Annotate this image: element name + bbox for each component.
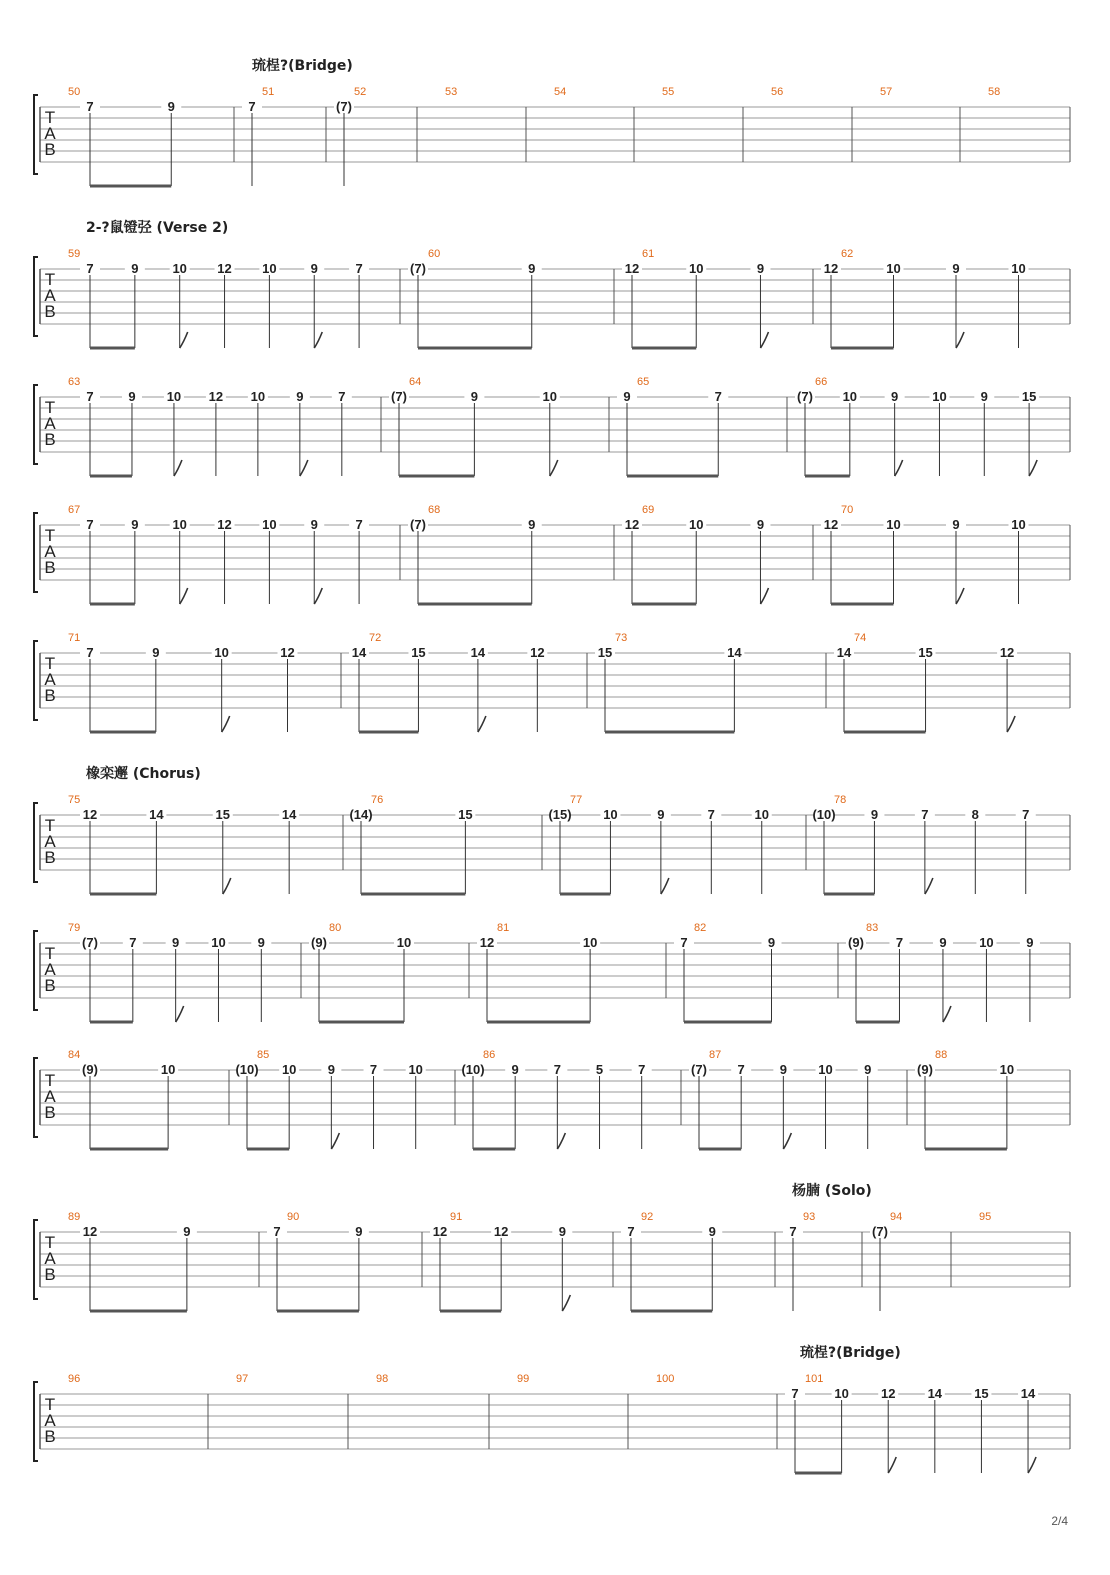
fret-number: 12 xyxy=(479,935,495,950)
measure-number: 80 xyxy=(329,922,342,934)
fret-number: 10 xyxy=(166,389,182,404)
measure-number: 89 xyxy=(68,1211,81,1223)
fret-number: (9) xyxy=(917,1062,933,1077)
measure-number: 91 xyxy=(450,1211,463,1223)
fret-number: (7) xyxy=(410,517,426,532)
fret-number: 14 xyxy=(836,645,852,660)
fret-number: (9) xyxy=(848,935,864,950)
measure-number: 60 xyxy=(428,248,441,260)
fret-number: 12 xyxy=(217,261,232,276)
fret-number: 9 xyxy=(172,935,180,950)
fret-number: 9 xyxy=(528,517,536,532)
measure-number: 75 xyxy=(68,794,81,806)
tab-clef-letter: B xyxy=(44,1427,56,1446)
fret-number: 7 xyxy=(680,935,688,950)
fret-number: 14 xyxy=(351,645,367,660)
fret-number: 9 xyxy=(1026,935,1034,950)
fret-number: 7 xyxy=(789,1224,797,1239)
fret-number: 7 xyxy=(895,935,904,950)
fret-number: 7 xyxy=(714,389,722,404)
fret-number: 7 xyxy=(338,389,346,404)
fret-number: (7) xyxy=(872,1224,888,1239)
fret-number: 10 xyxy=(834,1386,849,1401)
measure-number: 84 xyxy=(68,1049,81,1061)
tab-clef-letter: A xyxy=(44,1411,56,1430)
measure-number: 61 xyxy=(642,248,655,260)
fret-number: 9 xyxy=(623,389,631,404)
note-flag xyxy=(174,460,182,476)
system-bracket xyxy=(34,385,38,464)
fret-number: (9) xyxy=(82,1062,98,1077)
fret-number: 10 xyxy=(250,389,266,404)
measure-number: 51 xyxy=(262,86,275,98)
tab-system xyxy=(34,376,1070,476)
tab-system xyxy=(34,794,1070,894)
fret-number: 9 xyxy=(870,807,879,822)
fret-number: 9 xyxy=(355,1224,363,1239)
measure-number: 69 xyxy=(642,504,655,516)
fret-number: 10 xyxy=(262,261,277,276)
fret-number: 9 xyxy=(310,261,318,276)
fret-number: 9 xyxy=(327,1062,335,1077)
fret-number: 15 xyxy=(215,807,231,822)
fret-number: 7 xyxy=(86,645,94,660)
measure-number: 71 xyxy=(68,632,81,644)
system-bracket xyxy=(34,1058,38,1137)
measure-number: 62 xyxy=(841,248,854,260)
fret-number: (14) xyxy=(349,807,373,822)
measure-number: 79 xyxy=(68,922,81,934)
note-flag xyxy=(760,332,768,348)
measure-number: 97 xyxy=(236,1373,249,1385)
note-flag xyxy=(888,1457,896,1473)
fret-number: 7 xyxy=(355,261,363,276)
system-bracket xyxy=(34,803,38,882)
section-label: 琉桯?(Bridge) xyxy=(800,1345,901,1361)
tab-clef-letter: A xyxy=(44,670,56,689)
note-flag xyxy=(222,716,230,732)
tab-system xyxy=(34,504,1070,604)
note-flag xyxy=(223,878,231,894)
fret-number: 10 xyxy=(1011,261,1026,276)
fret-number: 12 xyxy=(880,1386,896,1401)
fret-number: 10 xyxy=(262,517,277,532)
fret-number: 5 xyxy=(595,1062,604,1077)
fret-number: 7 xyxy=(86,517,94,532)
fret-number: 12 xyxy=(624,261,640,276)
fret-number: (10) xyxy=(812,807,836,822)
note-flag xyxy=(300,460,308,476)
tab-clef-letter: B xyxy=(44,140,56,159)
tab-clef-letter: T xyxy=(44,1071,56,1090)
fret-number: 10 xyxy=(172,261,187,276)
fret-number: 9 xyxy=(756,517,765,532)
measure-number: 52 xyxy=(354,86,367,98)
fret-number: 10 xyxy=(603,807,618,822)
measure-number: 81 xyxy=(497,922,510,934)
fret-number: 12 xyxy=(493,1224,509,1239)
fret-number: 9 xyxy=(470,389,479,404)
measure-number: 94 xyxy=(890,1211,903,1223)
fret-number: 15 xyxy=(411,645,426,660)
fret-number: 7 xyxy=(707,807,715,822)
fret-number: (7) xyxy=(391,389,407,404)
fret-number: 9 xyxy=(708,1224,716,1239)
tab-system xyxy=(34,632,1070,732)
tab-clef-letter: A xyxy=(44,960,56,979)
fret-number: 9 xyxy=(128,389,136,404)
fret-number: 10 xyxy=(754,807,769,822)
fret-number: 9 xyxy=(952,261,960,276)
fret-number: 10 xyxy=(281,1062,297,1077)
fret-number: 7 xyxy=(86,261,94,276)
note-flag xyxy=(925,878,933,894)
fret-number: 10 xyxy=(542,389,558,404)
tab-system xyxy=(34,1211,1070,1311)
measure-number: 50 xyxy=(68,86,81,98)
measure-number: 63 xyxy=(68,376,81,388)
fret-number: 10 xyxy=(688,517,704,532)
fret-number: 12 xyxy=(208,389,224,404)
fret-number: 9 xyxy=(657,807,665,822)
note-flag xyxy=(176,1006,184,1022)
fret-number: 7 xyxy=(1022,807,1030,822)
fret-number: 9 xyxy=(183,1224,191,1239)
fret-number: 9 xyxy=(310,517,318,532)
fret-number: 7 xyxy=(86,389,94,404)
fret-number: (7) xyxy=(336,99,352,114)
fret-number: (9) xyxy=(311,935,327,950)
measure-number: 86 xyxy=(483,1049,496,1061)
fret-number: 15 xyxy=(597,645,613,660)
fret-number: 10 xyxy=(582,935,598,950)
measure-number: 68 xyxy=(428,504,441,516)
fret-number: 9 xyxy=(528,261,536,276)
fret-number: 12 xyxy=(823,261,839,276)
fret-number: 10 xyxy=(396,935,412,950)
fret-number: 7 xyxy=(737,1062,745,1077)
tab-clef-letter: A xyxy=(44,124,56,143)
measure-number: 90 xyxy=(287,1211,300,1223)
tab-clef-letter: T xyxy=(44,108,56,127)
tab-clef-letter: T xyxy=(44,1395,56,1414)
fret-number: 12 xyxy=(280,645,295,660)
fret-number: 14 xyxy=(1020,1386,1036,1401)
system-bracket xyxy=(34,641,38,720)
measure-number: 55 xyxy=(662,86,675,98)
fret-number: 15 xyxy=(918,645,933,660)
system-bracket xyxy=(34,513,38,592)
note-flag xyxy=(661,878,669,894)
note-flag xyxy=(956,332,964,348)
system-bracket xyxy=(34,1220,38,1299)
measure-number: 53 xyxy=(445,86,458,98)
tab-system xyxy=(34,922,1070,1022)
measure-number: 54 xyxy=(554,86,567,98)
tab-clef-letter: A xyxy=(44,286,56,305)
fret-number: 9 xyxy=(558,1224,566,1239)
measure-number: 72 xyxy=(369,632,382,644)
fret-number: 7 xyxy=(369,1062,378,1077)
note-flag xyxy=(331,1133,339,1149)
fret-number: 12 xyxy=(432,1224,448,1239)
measure-number: 73 xyxy=(615,632,628,644)
fret-number: 7 xyxy=(553,1062,561,1077)
measure-number: 95 xyxy=(979,1211,992,1223)
fret-number: 7 xyxy=(129,935,137,950)
fret-number: 12 xyxy=(823,517,839,532)
measure-number: 78 xyxy=(834,794,847,806)
fret-number: 10 xyxy=(818,1062,833,1077)
note-flag xyxy=(180,588,188,604)
tab-clef-letter: B xyxy=(44,558,56,577)
note-flag xyxy=(783,1133,791,1149)
system-bracket xyxy=(34,1382,38,1461)
note-flag xyxy=(760,588,768,604)
note-flag xyxy=(478,716,486,732)
fret-number: 12 xyxy=(217,517,232,532)
tab-system xyxy=(34,248,1070,348)
tab-clef-letter: B xyxy=(44,976,56,995)
fret-number: 9 xyxy=(511,1062,519,1077)
fret-number: 10 xyxy=(886,517,901,532)
fret-number: 9 xyxy=(779,1062,787,1077)
measure-number: 98 xyxy=(376,1373,389,1385)
measure-number: 64 xyxy=(409,376,422,388)
fret-number: 10 xyxy=(886,261,901,276)
measure-number: 74 xyxy=(854,632,867,644)
note-flag xyxy=(314,588,322,604)
fret-number: 7 xyxy=(248,99,256,114)
fret-number: (15) xyxy=(548,807,572,822)
fret-number: 8 xyxy=(971,807,979,822)
note-flag xyxy=(956,588,964,604)
section-label: 琉桯?(Bridge) xyxy=(252,58,353,74)
measure-number: 83 xyxy=(866,922,879,934)
measure-number: 67 xyxy=(68,504,81,516)
fret-number: 7 xyxy=(921,807,929,822)
fret-number: 7 xyxy=(86,99,94,114)
tab-clef-letter: T xyxy=(44,944,56,963)
note-flag xyxy=(943,1006,951,1022)
fret-number: (7) xyxy=(691,1062,707,1077)
fret-number: 9 xyxy=(864,1062,872,1077)
fret-number: 9 xyxy=(891,389,899,404)
measure-number: 99 xyxy=(517,1373,530,1385)
tab-clef-letter: T xyxy=(44,526,56,545)
tab-clef-letter: B xyxy=(44,686,56,705)
measure-number: 96 xyxy=(68,1373,81,1385)
fret-number: 12 xyxy=(624,517,640,532)
fret-number: 9 xyxy=(296,389,304,404)
tab-clef-letter: T xyxy=(44,816,56,835)
fret-number: 9 xyxy=(131,517,139,532)
fret-number: 14 xyxy=(149,807,164,822)
fret-number: 15 xyxy=(458,807,473,822)
fret-number: 9 xyxy=(767,935,776,950)
section-label: 杨腩 (Solo) xyxy=(792,1183,872,1199)
tab-clef-letter: A xyxy=(44,832,56,851)
fret-number: 9 xyxy=(952,517,960,532)
fret-number: 14 xyxy=(470,645,486,660)
measure-number: 66 xyxy=(815,376,828,388)
system-bracket xyxy=(34,257,38,336)
measure-number: 88 xyxy=(935,1049,948,1061)
fret-number: 7 xyxy=(638,1062,646,1077)
fret-number: 10 xyxy=(932,389,947,404)
fret-number: 15 xyxy=(1021,389,1037,404)
tab-clef-letter: A xyxy=(44,1087,56,1106)
fret-number: 10 xyxy=(408,1062,423,1077)
fret-number: 9 xyxy=(756,261,765,276)
fret-number: 14 xyxy=(927,1386,943,1401)
measure-number: 93 xyxy=(803,1211,816,1223)
fret-number: 15 xyxy=(974,1386,989,1401)
measure-number: 57 xyxy=(880,86,893,98)
system-bracket xyxy=(34,931,38,1010)
note-flag xyxy=(1028,1457,1036,1473)
fret-number: 9 xyxy=(152,645,160,660)
section-label: 2-?鼠镫弪 (Verse 2) xyxy=(86,220,229,236)
measure-number: 92 xyxy=(641,1211,654,1223)
tab-clef-letter: B xyxy=(44,430,56,449)
fret-number: 7 xyxy=(627,1224,635,1239)
fret-number: 14 xyxy=(727,645,742,660)
note-flag xyxy=(895,460,903,476)
measure-number: 87 xyxy=(709,1049,722,1061)
page-number: 2/4 xyxy=(1051,1514,1068,1528)
measure-number: 56 xyxy=(771,86,784,98)
measure-number: 77 xyxy=(570,794,583,806)
fret-number: (7) xyxy=(82,935,98,950)
fret-number: (10) xyxy=(235,1062,259,1077)
fret-number: (7) xyxy=(410,261,426,276)
fret-number: 12 xyxy=(82,807,98,822)
measure-number: 70 xyxy=(841,504,854,516)
measure-number: 100 xyxy=(656,1373,675,1385)
tab-clef-letter: T xyxy=(44,398,56,417)
note-flag xyxy=(1029,460,1037,476)
measure-number: 85 xyxy=(257,1049,270,1061)
tab-clef-letter: A xyxy=(44,1249,56,1268)
tab-clef-letter: B xyxy=(44,302,56,321)
fret-number: 14 xyxy=(281,807,297,822)
fret-number: 10 xyxy=(842,389,858,404)
system-bracket xyxy=(34,95,38,174)
fret-number: 10 xyxy=(211,935,226,950)
fret-number: 10 xyxy=(160,1062,176,1077)
note-flag xyxy=(1007,716,1015,732)
fret-number: 10 xyxy=(172,517,187,532)
tab-clef-letter: A xyxy=(44,542,56,561)
fret-number: 10 xyxy=(214,645,229,660)
measure-number: 58 xyxy=(988,86,1001,98)
note-flag xyxy=(180,332,188,348)
tab-system xyxy=(34,1049,1070,1149)
fret-number: 12 xyxy=(530,645,545,660)
fret-number: (7) xyxy=(797,389,813,404)
note-flag xyxy=(562,1295,570,1311)
note-flag xyxy=(557,1133,565,1149)
fret-number: 9 xyxy=(257,935,265,950)
fret-number: 12 xyxy=(82,1224,98,1239)
tab-clef-letter: A xyxy=(44,414,56,433)
note-flag xyxy=(550,460,558,476)
tab-clef-letter: T xyxy=(44,1233,56,1252)
fret-number: 10 xyxy=(999,1062,1015,1077)
fret-number: 7 xyxy=(273,1224,281,1239)
tab-clef-letter: B xyxy=(44,1265,56,1284)
tab-clef-letter: B xyxy=(44,848,56,867)
tab-clef-letter: T xyxy=(44,654,56,673)
measure-number: 65 xyxy=(637,376,650,388)
note-flag xyxy=(314,332,322,348)
tab-system xyxy=(34,86,1070,186)
fret-number: (10) xyxy=(461,1062,485,1077)
fret-number: 7 xyxy=(791,1386,799,1401)
measure-number: 76 xyxy=(371,794,384,806)
fret-number: 9 xyxy=(131,261,139,276)
fret-number: 10 xyxy=(688,261,704,276)
tab-clef-letter: T xyxy=(44,270,56,289)
fret-number: 7 xyxy=(355,517,363,532)
fret-number: 10 xyxy=(979,935,994,950)
fret-number: 9 xyxy=(167,99,175,114)
measure-number: 59 xyxy=(68,248,81,260)
measure-number: 101 xyxy=(805,1373,824,1385)
fret-number: 12 xyxy=(999,645,1015,660)
tab-system xyxy=(34,1373,1070,1473)
tab-clef-letter: B xyxy=(44,1103,56,1122)
section-label: 橡栾邂 (Chorus) xyxy=(86,766,201,782)
measure-number: 82 xyxy=(694,922,707,934)
fret-number: 10 xyxy=(1011,517,1026,532)
fret-number: 9 xyxy=(980,389,988,404)
fret-number: 9 xyxy=(939,935,947,950)
